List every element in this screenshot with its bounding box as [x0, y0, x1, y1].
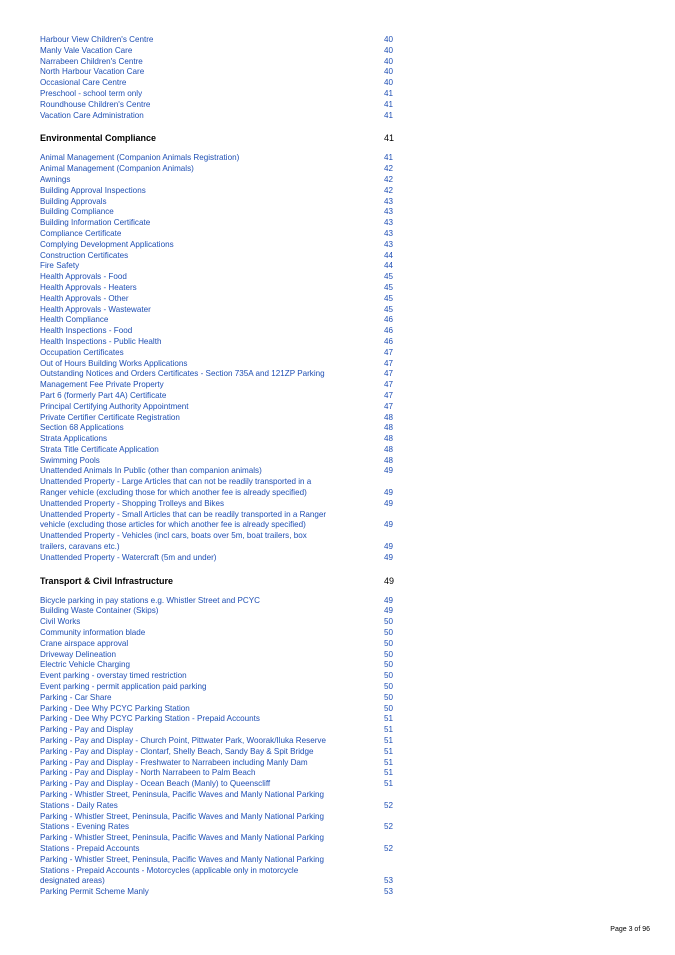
toc-entry-page: 50	[384, 617, 394, 627]
toc-entry-title: Parking - Car Share	[40, 692, 112, 702]
toc-entry-page: 48	[384, 423, 394, 433]
toc-entry-title: designated areas)	[40, 876, 105, 886]
toc-entry[interactable]	[40, 790, 400, 801]
toc-entry-title: Health Approvals - Food	[40, 272, 127, 282]
toc-entry[interactable]	[40, 725, 400, 736]
toc-entry-title: Part 6 (formerly Part 4A) Certificate	[40, 390, 167, 400]
toc-entry-page: 46	[384, 315, 394, 325]
toc-entry[interactable]	[40, 553, 400, 564]
toc-entry-title: Unattended Property - Large Articles that can not be readily transported in a	[40, 477, 312, 487]
toc-entry-title: Parking - Pay and Display - Clontarf, Shelly Beach, Sandy Bay & Spit Bridge	[40, 746, 314, 756]
toc-entry-page: 40	[384, 67, 394, 77]
toc-entry-title: Parking - Whistler Street, Peninsula, Pacific Waves and Manly National Parking	[40, 833, 325, 843]
toc-entry[interactable]	[40, 887, 400, 898]
toc-entry-page: 50	[384, 703, 394, 713]
toc-entry[interactable]	[40, 855, 400, 866]
toc-entry[interactable]	[40, 272, 400, 283]
toc-entry-page: 49	[384, 542, 394, 552]
toc-entry[interactable]	[40, 660, 400, 671]
toc-entry-title: Stations - Prepaid Accounts - Motorcycles (applicable only in motorcycle	[40, 865, 299, 875]
toc-entry-page: 40	[384, 56, 394, 66]
toc-entry-page: 43	[384, 196, 394, 206]
toc-entry-title: Swimming Pools	[40, 455, 100, 465]
toc-entry-title: Unattended Animals In Public (other than companion animals)	[40, 466, 262, 476]
toc-entry-title: Electric Vehicle Charging	[40, 660, 130, 670]
toc-entry-page: 52	[384, 843, 394, 853]
toc-entry-title: Outstanding Notices and Orders Certificates - Section 735A and 121ZP Parking	[40, 369, 325, 379]
toc-entry-title: Strata Applications	[40, 434, 108, 444]
toc-entry-page: 49	[384, 488, 394, 498]
toc-entry-title: Event parking - overstay timed restriction	[40, 671, 187, 681]
toc-entry-title: Stations - Evening Rates	[40, 822, 130, 832]
toc-entry[interactable]	[40, 391, 400, 402]
toc-entry-page: 51	[384, 779, 394, 789]
toc-entry[interactable]	[40, 111, 400, 122]
toc-entry-page: 49	[384, 520, 394, 530]
toc-entry-title: Building Approvals	[40, 196, 107, 206]
toc-entry-title: Roundhouse Children's Centre	[40, 99, 151, 109]
toc-entry[interactable]	[40, 671, 400, 682]
toc-entry-title: Preschool - school term only	[40, 88, 143, 98]
toc-entry-title: Community information blade	[40, 628, 146, 638]
toc-entry[interactable]	[40, 434, 400, 445]
toc-entry-page: 43	[384, 207, 394, 217]
toc-entry[interactable]	[40, 380, 400, 391]
toc-entry-title: Bicycle parking in pay stations e.g. Whistler Street and PCYC	[40, 595, 260, 605]
toc-entry[interactable]	[40, 251, 400, 262]
toc-entry-title: Health Inspections - Public Health	[40, 336, 162, 346]
toc-entry-page: 50	[384, 628, 394, 638]
toc-entry[interactable]	[40, 466, 400, 477]
toc-entry-page: 50	[384, 649, 394, 659]
toc-entry[interactable]	[40, 445, 400, 456]
toc-entry-page: 51	[384, 714, 394, 724]
toc-entry-page: 51	[384, 768, 394, 778]
toc-entry-title: Civil Works	[40, 617, 81, 627]
toc-entry-page: 48	[384, 444, 394, 454]
toc-entry-title: Complying Development Applications	[40, 239, 174, 249]
toc-entry-title: Driveway Delineation	[40, 649, 117, 659]
toc-entry[interactable]	[40, 369, 400, 380]
toc-entry-title: Building Waste Container (Skips)	[40, 606, 159, 616]
toc-entry-title: Health Approvals - Other	[40, 293, 129, 303]
toc-entry-page: 50	[384, 671, 394, 681]
toc-entry-page: 43	[384, 218, 394, 228]
toc-entry[interactable]	[40, 456, 400, 467]
toc-entry[interactable]	[40, 801, 400, 812]
toc-entry[interactable]	[40, 402, 400, 413]
toc-entry-page: 47	[384, 390, 394, 400]
toc-entry-page: 44	[384, 250, 394, 260]
toc-entry-title: Manly Vale Vacation Care	[40, 45, 133, 55]
toc-entry-page: 51	[384, 736, 394, 746]
toc-entry[interactable]	[40, 542, 400, 553]
toc-entry-title: Construction Certificates	[40, 250, 129, 260]
toc-entry-title: Parking - Dee Why PCYC Parking Station	[40, 703, 190, 713]
toc-entry[interactable]	[40, 499, 400, 510]
toc-entry-title: Harbour View Children's Centre	[40, 35, 154, 44]
toc-entry-title: Unattended Property - Shopping Trolleys and Bikes	[40, 498, 225, 508]
toc-entry-title: Vacation Care Administration	[40, 110, 144, 120]
toc-entry-page: 50	[384, 682, 394, 692]
toc-entry[interactable]	[40, 315, 400, 326]
toc-entry[interactable]	[40, 714, 400, 725]
toc-entry[interactable]	[40, 628, 400, 639]
toc-entry-title: Building Approval Inspections	[40, 185, 146, 195]
toc-entry[interactable]	[40, 67, 400, 78]
toc-entry-title: North Harbour Vacation Care	[40, 67, 145, 77]
toc-entry[interactable]	[40, 779, 400, 790]
toc-entry-title: Section 68 Applications	[40, 423, 124, 433]
toc-entry[interactable]	[40, 240, 400, 251]
toc-entry-title: Parking - Whistler Street, Peninsula, Pacific Waves and Manly National Parking	[40, 854, 325, 864]
toc-entry[interactable]	[40, 348, 400, 359]
toc-entry-page: 42	[384, 174, 394, 184]
toc-entry[interactable]	[40, 812, 400, 823]
toc-entry[interactable]	[40, 35, 400, 46]
toc-entry-page: 41	[384, 110, 394, 120]
toc-entry-page: 49	[384, 552, 394, 562]
toc-entry[interactable]	[40, 164, 400, 175]
toc-entry-title: Crane airspace approval	[40, 638, 129, 648]
toc-entry-page: 49	[384, 466, 394, 476]
toc-entry[interactable]	[40, 153, 400, 164]
toc-entry[interactable]	[40, 844, 400, 855]
toc-entry[interactable]	[40, 46, 400, 57]
toc-entry[interactable]	[40, 606, 400, 617]
toc-entry-title: Building Compliance	[40, 207, 114, 217]
toc-entry[interactable]	[40, 650, 400, 661]
toc-entry-page: 45	[384, 272, 394, 282]
toc-entry-title: Management Fee Private Property	[40, 380, 164, 390]
toc-entry-page: 41	[384, 99, 394, 109]
toc-entry[interactable]	[40, 822, 400, 833]
section-heading[interactable]	[40, 132, 400, 144]
toc-entry[interactable]	[40, 413, 400, 424]
toc-entry[interactable]	[40, 768, 400, 779]
toc-entry-page: 49	[384, 498, 394, 508]
toc-entry[interactable]	[40, 866, 400, 877]
toc-entry[interactable]	[40, 596, 400, 607]
toc-entry-page: 42	[384, 164, 394, 174]
table-of-contents	[40, 35, 400, 898]
toc-entry[interactable]	[40, 423, 400, 434]
toc-entry[interactable]	[40, 261, 400, 272]
toc-entry[interactable]	[40, 229, 400, 240]
toc-entry-page: 43	[384, 239, 394, 249]
toc-entry-page: 45	[384, 282, 394, 292]
toc-entry-title: Strata Title Certificate Application	[40, 444, 159, 454]
toc-entry-title: Parking - Pay and Display - Ocean Beach (Manly) to Queenscliff	[40, 779, 271, 789]
toc-entry[interactable]	[40, 693, 400, 704]
toc-entry-page: 49	[384, 606, 394, 616]
toc-entry-page: 40	[384, 35, 394, 44]
toc-entry[interactable]	[40, 833, 400, 844]
toc-entry-title: Health Approvals - Heaters	[40, 282, 137, 292]
section-heading-page: 49	[384, 575, 395, 586]
toc-entry[interactable]	[40, 197, 400, 208]
toc-entry-page: 48	[384, 412, 394, 422]
toc-entry[interactable]	[40, 326, 400, 337]
toc-entry-page: 51	[384, 725, 394, 735]
toc-entry[interactable]	[40, 617, 400, 628]
toc-entry[interactable]	[40, 359, 400, 370]
section-heading-page: 41	[384, 133, 395, 144]
section-heading-title: Environmental Compliance	[40, 133, 157, 144]
toc-entry-page: 44	[384, 261, 394, 271]
toc-entry-title: Compliance Certificate	[40, 228, 122, 238]
toc-entry-page: 42	[384, 185, 394, 195]
toc-entry[interactable]	[40, 186, 400, 197]
toc-entry[interactable]	[40, 294, 400, 305]
toc-entry-page: 49	[384, 595, 394, 605]
toc-entry-page: 50	[384, 692, 394, 702]
toc-entry[interactable]	[40, 704, 400, 715]
toc-entry-title: Health Inspections - Food	[40, 326, 133, 336]
toc-entry-page: 41	[384, 153, 394, 163]
toc-entry-title: Parking - Pay and Display - North Narrabeen to Palm Beach	[40, 768, 256, 778]
toc-entry-page: 53	[384, 887, 394, 897]
toc-entry-title: Parking - Pay and Display - Church Point, Pittwater Park, Woorak/Iluka Reserve	[40, 736, 326, 746]
toc-entry-page: 52	[384, 822, 394, 832]
toc-entry-title: Narrabeen Children's Centre	[40, 56, 143, 66]
toc-entry[interactable]	[40, 78, 400, 89]
toc-entry-page: 47	[384, 347, 394, 357]
toc-entry-title: Occupation Certificates	[40, 347, 124, 357]
toc-entry-page: 51	[384, 757, 394, 767]
toc-entry[interactable]	[40, 57, 400, 68]
toc-entry[interactable]	[40, 639, 400, 650]
toc-entry-title: Parking - Pay and Display	[40, 725, 134, 735]
toc-entry-title: vehicle (excluding those articles for which another fee is already specified)	[40, 520, 306, 530]
toc-entry[interactable]	[40, 283, 400, 294]
toc-entry[interactable]	[40, 531, 400, 542]
toc-entry-title: Parking - Dee Why PCYC Parking Station - Prepaid Accounts	[40, 714, 260, 724]
toc-entry-title: Health Compliance	[40, 315, 109, 325]
toc-entry-title: Animal Management (Companion Animals Registration)	[40, 153, 240, 163]
toc-entry[interactable]	[40, 488, 400, 499]
toc-entry-page: 45	[384, 293, 394, 303]
toc-entry-title: Stations - Daily Rates	[40, 800, 118, 810]
toc-entry-title: Stations - Prepaid Accounts	[40, 843, 140, 853]
toc-entry-title: Out of Hours Building Works Applications	[40, 358, 188, 368]
toc-entry[interactable]	[40, 175, 400, 186]
toc-entry-page: 52	[384, 800, 394, 810]
toc-entry-title: Unattended Property - Watercraft (5m and under)	[40, 552, 217, 562]
toc-entry-page: 45	[384, 304, 394, 314]
toc-entry[interactable]	[40, 736, 400, 747]
section-heading[interactable]	[40, 575, 400, 587]
toc-entry[interactable]	[40, 100, 400, 111]
toc-entry-page: 53	[384, 876, 394, 886]
toc-entry-title: Animal Management (Companion Animals)	[40, 164, 194, 174]
toc-entry-title: Parking Permit Scheme Manly	[40, 887, 149, 897]
toc-entry-title: Parking - Whistler Street, Peninsula, Pacific Waves and Manly National Parking	[40, 790, 325, 799]
toc-entry[interactable]	[40, 89, 400, 100]
toc-entry[interactable]	[40, 337, 400, 348]
toc-entry-title: Awnings	[40, 174, 71, 184]
toc-entry-page: 51	[384, 746, 394, 756]
toc-entry-title: Ranger vehicle (excluding those for which another fee is already specified)	[40, 488, 307, 498]
toc-entry-page: 41	[384, 88, 394, 98]
toc-entry-page: 50	[384, 660, 394, 670]
toc-entry-title: Fire Safety	[40, 261, 80, 271]
toc-entry[interactable]	[40, 747, 400, 758]
toc-entry[interactable]	[40, 758, 400, 769]
toc-entry[interactable]	[40, 218, 400, 229]
toc-entry-page: 48	[384, 455, 394, 465]
toc-entry-page: 48	[384, 434, 394, 444]
toc-entry[interactable]	[40, 510, 400, 521]
toc-entry-title: Event parking - permit application paid parking	[40, 682, 207, 692]
toc-entry-page: 47	[384, 380, 394, 390]
toc-entry-title: trailers, caravans etc.)	[40, 542, 120, 552]
page-footer: Page 3 of 96	[610, 926, 650, 933]
toc-entry[interactable]	[40, 207, 400, 218]
toc-entry-page: 47	[384, 358, 394, 368]
toc-entry-page: 47	[384, 369, 394, 379]
toc-entry-page: 46	[384, 336, 394, 346]
toc-entry-title: Private Certifier Certificate Registration	[40, 412, 180, 422]
toc-entry-title: Health Approvals - Wastewater	[40, 304, 151, 314]
toc-entry[interactable]	[40, 876, 400, 887]
section-heading-title: Transport & Civil Infrastructure	[40, 575, 174, 586]
toc-entry[interactable]	[40, 477, 400, 488]
toc-entry-page: 46	[384, 326, 394, 336]
toc-entry-page: 50	[384, 638, 394, 648]
toc-entry-page: 40	[384, 78, 394, 88]
toc-entry-page: 40	[384, 45, 394, 55]
toc-entry[interactable]	[40, 520, 400, 531]
toc-entry-page: 43	[384, 228, 394, 238]
toc-entry-title: Parking - Whistler Street, Peninsula, Pacific Waves and Manly National Parking	[40, 811, 325, 821]
toc-entry-title: Unattended Property - Vehicles (incl cars, boats over 5m, boat trailers, box	[40, 531, 307, 541]
toc-entry[interactable]	[40, 305, 400, 316]
toc-entry[interactable]	[40, 682, 400, 693]
toc-entry-title: Unattended Property - Small Articles that can be readily transported in a Ranger	[40, 509, 327, 519]
toc-entry-page: 47	[384, 401, 394, 411]
toc-entry-title: Principal Certifying Authority Appointment	[40, 401, 189, 411]
toc-entry-title: Building Information Certificate	[40, 218, 151, 228]
toc-entry-title: Parking - Pay and Display - Freshwater to Narrabeen including Manly Dam	[40, 757, 308, 767]
toc-entry-title: Occasional Care Centre	[40, 78, 127, 88]
